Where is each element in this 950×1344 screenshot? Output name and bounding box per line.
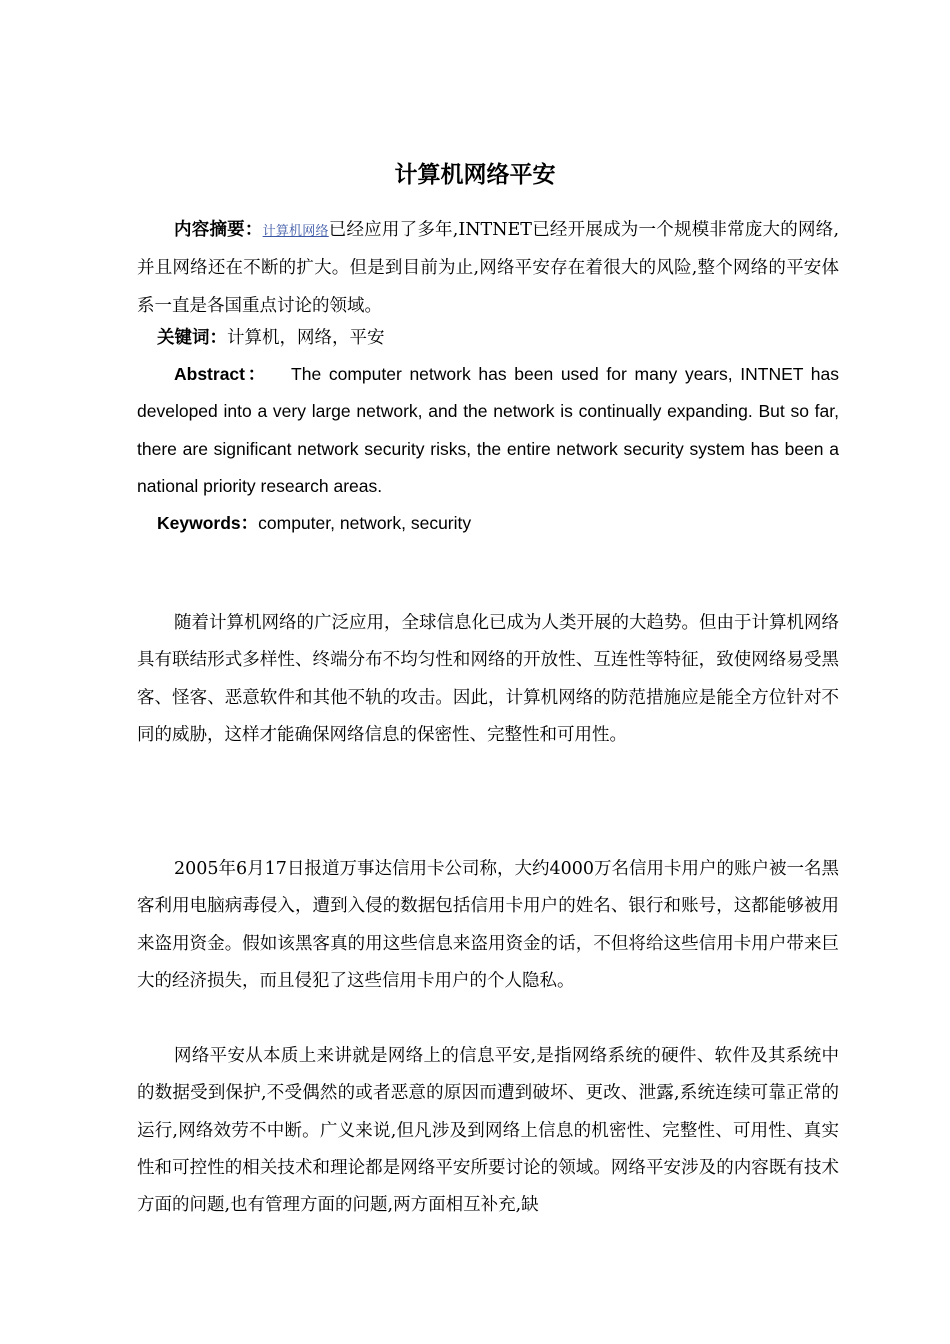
summary-label: 内容摘要： bbox=[174, 219, 263, 239]
document-title: 计算机网络平安 bbox=[394, 162, 556, 188]
body-paragraph-1: 随着计算机网络的广泛应用，全球信息化已成为人类开展的大趋势。但由于计算机网络具有联结形式多样性、终端分布不均匀性和网络的开放性、互连性等特征，致使网络易受黑客、怪客、恶意软件和其他不轨的攻击。因此，计算机网络的防范措施应是能全方位针对不同的威胁，这样才能确保网络信息的保密性、完整性和可用性。 bbox=[137, 613, 839, 745]
summary-paragraph bbox=[137, 211, 839, 325]
abstract-paragraph bbox=[137, 356, 839, 505]
keywords-en-label: Keywords： bbox=[157, 513, 259, 533]
body-paragraph-3: 网络平安从本质上来讲就是网络上的信息平安,是指网络系统的硬件、软件及其系统中的数据受到保护,不受偶然的或者恶意的原因而遭到破坏、更改、泄露,系统连续可靠正常的运行,网络效劳不中断。广义来说,但凡涉及到网络上信息的机密性、完整性、可用性、真实性和可控性的相关技术和理论都是网络平安所要讨论的领域。网络平安涉及的内容既有技术方面的问题,也有管理方面的问题,两方面相互补充,缺 bbox=[137, 1046, 839, 1216]
keywords-cn-text: 计算机，网络，平安 bbox=[227, 328, 385, 348]
abstract-label: Abstract： bbox=[174, 364, 269, 384]
keywords-cn-label: 关键词： bbox=[157, 327, 227, 347]
keywords-en-line bbox=[157, 505, 471, 542]
summary-text: 已经应用了多年,INTNET已经开展成为一个规模非常庞大的网络,并且网络还在不断的扩大。但是到目前为止,网络平安存在着很大的风险,整个网络的平安体系一直是各国重点讨论的领域。 bbox=[137, 220, 840, 316]
body-paragraph-2: 2005年6月17日报道万事达信用卡公司称，大约4000万名信用卡用户的账户被一名黑客利用电脑病毒侵入，遭到入侵的数据包括信用卡用户的姓名、银行和账号，这都能够被用来盗用资金。假如该黑客真的用这些信息来盗用资金的话，不但将给这些信用卡用户带来巨大的经济损失，而且侵犯了这些信用卡用户的个人隐私。 bbox=[137, 859, 839, 991]
summary-link[interactable]: 计算机网络 bbox=[262, 224, 329, 239]
keywords-cn-line bbox=[157, 319, 385, 357]
keywords-en-text: computer, network, security bbox=[258, 513, 472, 533]
abstract-text: The computer network has been used for many years, INTNET has developed into a very large network, and the network is continually expanding. But so far, there are significant network security risks, the entire network security system has been a national priority research areas. bbox=[137, 364, 839, 496]
